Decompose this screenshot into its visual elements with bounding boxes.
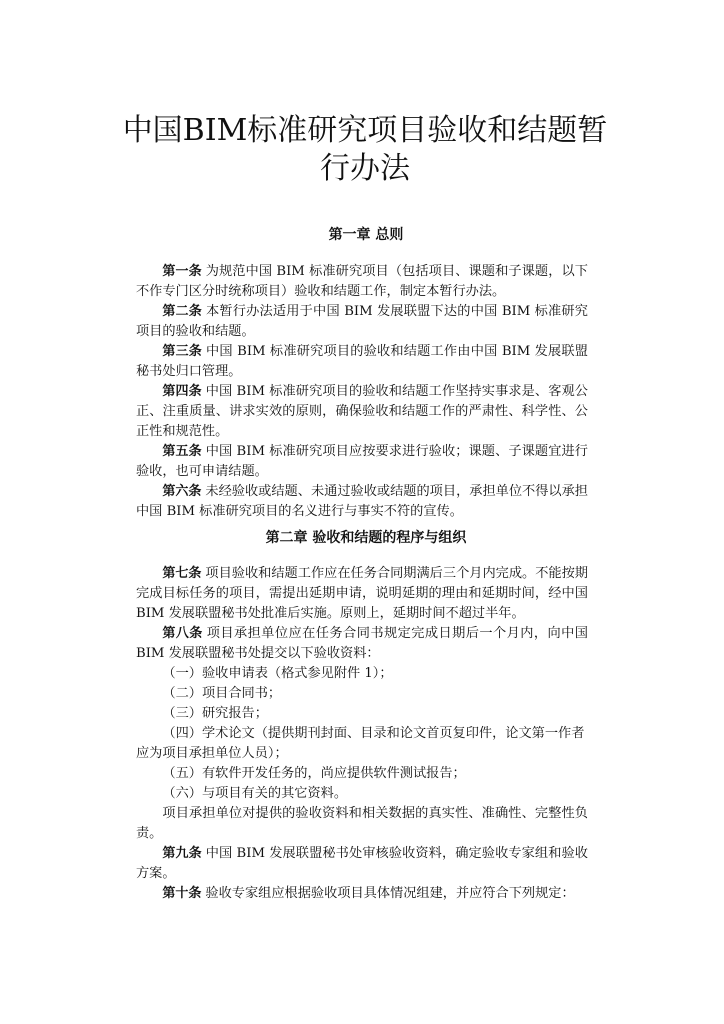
chapter-2-body	[136, 564, 588, 904]
list-item: （四）学术论文（提供期刊封面、目录和论文首页复印件，论文第一作者应为项目承担单位人员）；	[136, 726, 585, 761]
article-label: 第四条	[162, 384, 202, 399]
list-item: （二）项目合同书；	[162, 686, 282, 701]
article-text: 中国 BIM 标准研究项目应按要求进行验收；课题、子课题宜进行验收，也可申请结题。	[136, 444, 588, 479]
list-item: （一）验收申请表（格式参见附件 1）；	[162, 666, 393, 681]
article-text: 项目承担单位应在任务合同书规定完成日期后一个月内，向中国 BIM 发展联盟秘书处提交以下验收资料：	[136, 626, 588, 661]
article-3	[136, 342, 588, 382]
article-text: 中国 BIM 标准研究项目的验收和结题工作由中国 BIM 发展联盟秘书处归口管理。	[136, 344, 588, 379]
chapter-1-heading: 第一章 总则	[328, 227, 404, 243]
article-text: 为规范中国 BIM 标准研究项目（包括项目、课题和子课题，以下不作专门区分时统称项目）验收和结题工作，制定本暂行办法。	[136, 264, 588, 299]
article-label: 第五条	[162, 444, 202, 459]
article-7	[136, 564, 588, 624]
article-8-note: 项目承担单位对提供的验收资料和相关数据的真实性、准确性、完整性负责。	[136, 806, 588, 841]
article-8	[136, 624, 588, 664]
list-item: （五）有软件开发任务的，尚应提供软件测试报告；	[162, 766, 466, 781]
article-5	[136, 442, 588, 482]
article-label: 第九条	[162, 846, 202, 861]
list-item: （六）与项目有关的其它资料。	[162, 786, 348, 801]
chapter-1-body	[136, 262, 588, 522]
list-item: （三）研究报告；	[162, 706, 268, 721]
article-4	[136, 382, 588, 442]
article-label: 第二条	[162, 304, 202, 319]
article-9	[136, 844, 588, 884]
article-2	[136, 302, 588, 342]
article-6	[136, 482, 588, 522]
chapter-2-heading: 第二章 验收和结题的程序与组织	[265, 530, 467, 546]
article-text: 未经验收或结题、未通过验收或结题的项目，承担单位不得以承担中国 BIM 标准研究项目的名义进行与事实不符的宣传。	[136, 484, 588, 519]
document-title: 中国BIM标准研究项目验收和结题暂行办法	[122, 113, 608, 186]
article-label: 第七条	[162, 566, 202, 581]
article-label: 第一条	[162, 264, 202, 279]
article-text: 项目验收和结题工作应在任务合同期满后三个月内完成。不能按期完成目标任务的项目，需提出延期申请，说明延期的理由和延期时间，经中国 BIM 发展联盟秘书处批准后实施。原则上，延期时间不超过半年。	[136, 566, 588, 621]
article-label: 第三条	[162, 344, 202, 359]
article-text: 中国 BIM 标准研究项目的验收和结题工作坚持实事求是、客观公正、注重质量、讲求实效的原则，确保验收和结题工作的严肃性、科学性、公正性和规范性。	[136, 384, 588, 439]
article-label: 第十条	[162, 886, 202, 901]
article-label: 第八条	[162, 626, 203, 641]
article-label: 第六条	[162, 484, 202, 499]
article-text: 本暂行办法适用于中国 BIM 发展联盟下达的中国 BIM 标准研究项目的验收和结题。	[136, 304, 588, 339]
article-10	[136, 884, 588, 904]
article-text: 验收专家组应根据验收项目具体情况组建，并应符合下列规定：	[205, 886, 575, 901]
article-text: 中国 BIM 发展联盟秘书处审核验收资料，确定验收专家组和验收方案。	[136, 846, 588, 881]
article-1	[136, 262, 588, 302]
